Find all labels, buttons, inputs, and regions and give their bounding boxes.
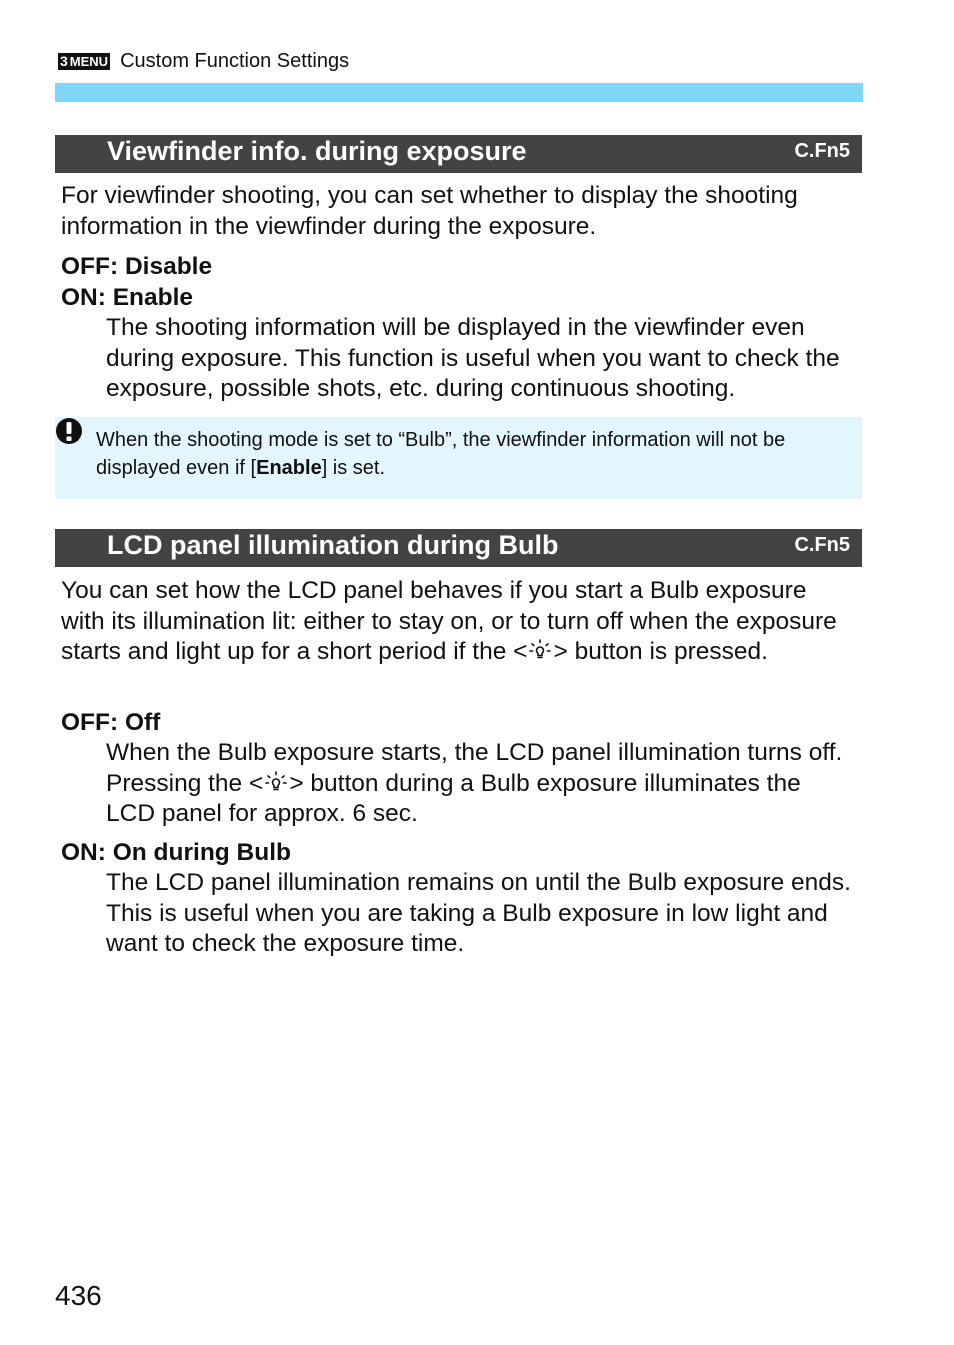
page-number: 436: [55, 1280, 102, 1311]
section-intro: For viewfinder shooting, you can set whether to display the shooting information in the viewfinder during the exposure.: [61, 182, 798, 240]
option-on-label: ON: On during Bulb: [61, 839, 291, 866]
custom-function-code: C.Fn5: [794, 140, 850, 162]
header-divider-bar: [55, 83, 863, 102]
intro-text-part2: > button is pressed.: [553, 638, 768, 665]
lcd-illumination-icon: [264, 770, 288, 794]
menu-tab-icon: [58, 53, 110, 70]
caution-text-end: ] is set.: [321, 457, 386, 479]
option-on-description: The shooting information will be displayed in the viewfinder even during exposure. This function is useful when you want to check the exposure, possible shots, etc. during continuous shooting.: [106, 314, 840, 402]
section-intro: [61, 576, 851, 668]
option-off-desc-part1: When the Bulb exposure starts, the LCD panel illumination turns off. Pressing the <: [106, 739, 843, 797]
caution-text-bold: Enable: [256, 457, 322, 479]
section-title: Viewfinder info. during exposure: [107, 136, 527, 166]
caution-text: [96, 426, 851, 482]
option-on-label: ON: Enable: [61, 284, 194, 311]
header-title: Custom Function Settings: [120, 50, 350, 72]
option-off-description: [106, 738, 851, 830]
option-off-label: OFF: Disable: [61, 253, 213, 280]
option-on-description: The LCD panel illumination remains on until the Bulb exposure ends. This is useful when you are taking a Bulb exposure in low light and want to check the exposure time.: [106, 869, 851, 957]
menu-tab-number: 3: [60, 53, 68, 69]
caution-icon: [55, 417, 85, 447]
intro-text-part1: You can set how the LCD panel behaves if you start a Bulb exposure with its illumination lit: either to stay on, or to turn off when the exposure starts and light up for a short period if the <: [61, 577, 837, 665]
page-header: [58, 50, 349, 73]
menu-tab-label: MENU: [69, 54, 109, 69]
section-title: LCD panel illumination during Bulb: [107, 530, 559, 560]
caution-text-start: When the shooting mode is set to “Bulb”, the viewfinder information will not be displayed even if [: [96, 429, 786, 479]
section-heading-lcd-illumination: [55, 529, 862, 567]
custom-function-code: C.Fn5: [794, 534, 850, 556]
option-off-label: OFF: Off: [61, 709, 161, 736]
option-off-desc-part2: > button during a Bulb exposure illuminates the LCD panel for approx. 6 sec.: [106, 769, 801, 827]
section-heading-viewfinder-info: [55, 135, 862, 173]
caution-note: [55, 417, 862, 499]
lcd-illumination-icon: [528, 638, 552, 662]
